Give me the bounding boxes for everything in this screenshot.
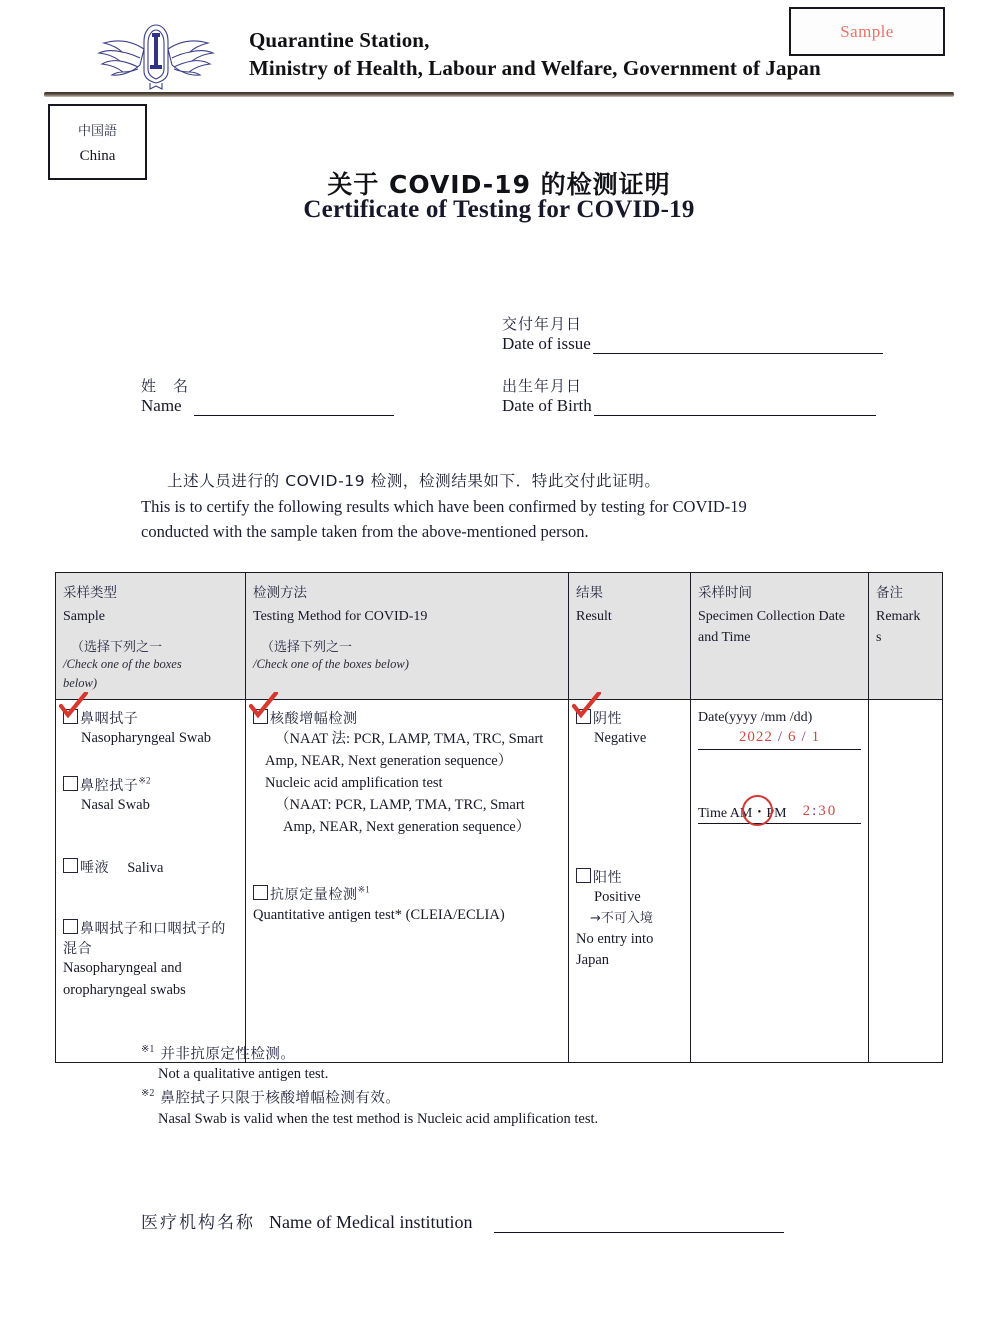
footnote-1 [141, 1042, 841, 1066]
sample-option-nasopharyngeal-swab[interactable] [63, 708, 238, 750]
method-option-1-detail-4: （NAAT: PCR, LAMP, TMA, TRC, Smart [275, 796, 525, 813]
footnote-1-mark: ※1 [141, 1044, 155, 1055]
sample-option-4-en: Nasopharyngeal and [63, 959, 182, 976]
sample-stamp-label: Sample [840, 21, 894, 41]
header-sample-sub-cn: （选择下列之一 [71, 640, 163, 655]
cell-result-options [569, 699, 691, 1062]
header-result-en: Result [576, 609, 612, 624]
header-remarks-cn: 备注 [876, 585, 903, 601]
collection-date-day: 1 [811, 729, 821, 745]
header-cell-remarks [869, 573, 943, 700]
sample-option-4-cn: 鼻咽拭子和口咽拭子的 [80, 920, 226, 937]
medical-institution-field [141, 1208, 784, 1233]
date-of-issue-field [502, 313, 883, 354]
cell-sample-options [56, 699, 246, 1062]
method-checkbox-2[interactable] [253, 885, 268, 900]
cell-remarks[interactable] [869, 699, 943, 1062]
date-of-birth-input[interactable] [594, 400, 876, 416]
result-checkbox-1[interactable] [576, 709, 591, 724]
header-cell-collection [691, 573, 869, 700]
result-option-2-extra-cn: →不可入境 [590, 911, 653, 926]
method-option-1-cn: 核酸增幅检测 [270, 710, 358, 727]
organization-line-2: Ministry of Health, Labour and Welfare, Government of Japan [249, 56, 821, 81]
date-of-issue-label-en: Date of issue [502, 334, 591, 353]
result-option-1-en: Negative [594, 729, 647, 746]
name-field [141, 375, 394, 416]
footnote-1-cn: 并非抗原定性检测。 [160, 1046, 296, 1063]
organization-title [249, 26, 949, 82]
sample-checkbox-2[interactable] [63, 776, 78, 791]
collection-date-group [698, 708, 861, 750]
collection-date-input[interactable]: 2022 / 6 / 1 [698, 727, 861, 750]
header-sample-cn: 采样类型 [63, 585, 117, 601]
page-title-en: Certificate of Testing for COVID-19 [303, 196, 695, 223]
header-collection-en-2: and Time [698, 630, 751, 645]
header-cell-method [246, 573, 569, 700]
header-cell-sample [56, 573, 246, 700]
date-of-birth-label-en: Date of Birth [502, 396, 592, 415]
language-box-en: China [79, 147, 116, 164]
header-sample-sub-en-1: /Check one of the boxes [63, 657, 182, 671]
header-method-sub-cn: （选择下列之一 [261, 640, 353, 655]
language-box-cn: 中国語 [77, 123, 117, 139]
header-remarks-en-2: s [876, 630, 882, 645]
sample-option-3-en: Saliva [127, 860, 164, 876]
footnote-2-en: Nasal Swab is valid when the test method is Nucleic acid amplification test. [158, 1110, 599, 1127]
header-method-sub-en-1: /Check one of the boxes below) [253, 657, 409, 671]
sample-option-nasal-swab[interactable] [63, 775, 238, 817]
sample-option-2-footnote: ※2 [138, 775, 151, 786]
name-input[interactable] [194, 400, 394, 416]
header-divider [44, 92, 954, 97]
table-body-row [56, 699, 943, 1062]
test-result-table [55, 572, 943, 1063]
footnotes [141, 1042, 841, 1131]
name-label-en: Name [141, 396, 182, 415]
header-sample-en: Sample [63, 609, 105, 624]
method-option-1-detail-3: Nucleic acid amplification test [265, 774, 443, 791]
certification-en-line-1: This is to certify the following results which have been confirmed by testing for COVID-19 [141, 496, 747, 516]
method-option-quantitative-antigen[interactable] [253, 884, 561, 926]
collection-date-label: Date(yyyy /mm /dd) [698, 709, 813, 725]
header-sample-sub-en-2: below) [63, 675, 98, 690]
date-of-birth-field [502, 375, 876, 416]
sample-option-naso-oropharyngeal-swabs[interactable] [63, 918, 238, 1002]
collection-time-minute: 30 [818, 803, 838, 819]
sample-option-2-cn: 鼻腔拭子 [80, 778, 139, 795]
winged-quarantine-emblem-icon [86, 19, 226, 91]
method-option-2-detail-1: Quantitative antigen test* (CLEIA/ECLIA) [253, 906, 505, 923]
footnote-2 [141, 1086, 841, 1110]
sample-checkbox-3[interactable] [63, 858, 78, 873]
header-method-cn: 检测方法 [253, 585, 307, 601]
sample-option-4-cn-2: 混合 [63, 940, 93, 957]
result-checkbox-2[interactable] [576, 868, 591, 883]
method-checkbox-1[interactable] [253, 709, 268, 724]
date-of-issue-input[interactable] [593, 338, 883, 354]
header-remarks-en: Remark [876, 609, 921, 624]
certification-cn: 上述人员进行的 COVID-19 检测，检测结果如下．特此交付此证明。 [167, 472, 661, 490]
pm-circle-mark-icon [742, 795, 773, 826]
sample-option-1-cn: 鼻咽拭子 [80, 710, 139, 727]
footnote-2-cn: 鼻腔拭子只限于核酸增幅检测有效。 [160, 1090, 401, 1107]
cell-method-options [246, 699, 569, 1062]
institution-input[interactable] [494, 1216, 784, 1233]
collection-time-input[interactable]: 2:30 [802, 803, 838, 819]
footnote-1-en: Not a qualitative antigen test. [158, 1066, 329, 1083]
sample-option-2-en: Nasal Swab [81, 797, 150, 814]
collection-time-group [698, 802, 861, 824]
name-label-cn: 姓 名 [141, 377, 190, 395]
sample-checkbox-4[interactable] [63, 919, 78, 934]
footnote-2-mark: ※2 [141, 1088, 155, 1100]
collection-date-month: 6 [788, 729, 797, 745]
date-of-birth-label-cn: 出生年月日 [502, 377, 583, 395]
organization-line-1: Quarantine Station, [249, 28, 430, 52]
page-title-cn: 关于 COVID-19 的检测证明 [327, 170, 671, 199]
sample-option-saliva[interactable] [63, 857, 238, 880]
method-option-naat[interactable] [253, 708, 561, 838]
institution-label-cn: 医疗机构名称 [141, 1213, 255, 1233]
result-option-2-cn: 阳性 [593, 870, 623, 887]
cell-collection-datetime [691, 699, 869, 1062]
collection-time-label[interactable] [698, 802, 787, 822]
table-header-row [56, 573, 943, 700]
result-option-negative[interactable] [576, 708, 683, 750]
result-option-positive[interactable] [576, 867, 683, 972]
result-option-1-cn: 阴性 [593, 710, 623, 727]
header-result-cn: 结果 [576, 585, 603, 601]
certification-en-line-2: conducted with the sample taken from the above-mentioned person. [141, 521, 589, 541]
result-option-2-extra-en-2: Japan [576, 952, 610, 969]
sample-option-3-cn: 唾液 [80, 860, 110, 876]
certification-statement [141, 470, 901, 544]
header-collection-en: Specimen Collection Date [698, 609, 845, 624]
method-option-1-detail-5: Amp, NEAR, Next generation sequence） [283, 818, 531, 835]
collection-time-label-text: Time AM・PM [698, 805, 787, 821]
header-method-en: Testing Method for COVID-19 [253, 609, 428, 624]
method-option-2-cn: 抗原定量检测 [270, 886, 358, 903]
collection-time-hour: 2 [802, 803, 813, 819]
sample-option-4-en-2: oropharyngeal swabs [63, 981, 186, 998]
sample-checkbox-1[interactable] [63, 709, 78, 724]
method-option-1-detail-2: Amp, NEAR, Next generation sequence） [265, 752, 513, 769]
institution-label-en: Name of Medical institution [269, 1212, 473, 1232]
header-cell-result [569, 573, 691, 700]
method-option-2-footnote: ※1 [357, 884, 370, 895]
method-option-1-detail-1: （NAAT 法: PCR, LAMP, TMA, TRC, Smart [275, 730, 544, 747]
date-of-issue-label-cn: 交付年月日 [502, 315, 583, 333]
result-option-2-en: Positive [594, 889, 641, 906]
collection-date-year: 2022 [738, 729, 773, 745]
sample-option-1-en: Nasopharyngeal Swab [81, 729, 212, 746]
header-collection-cn: 采样时间 [698, 585, 752, 601]
result-option-2-extra-en-1: No entry into [576, 930, 654, 947]
